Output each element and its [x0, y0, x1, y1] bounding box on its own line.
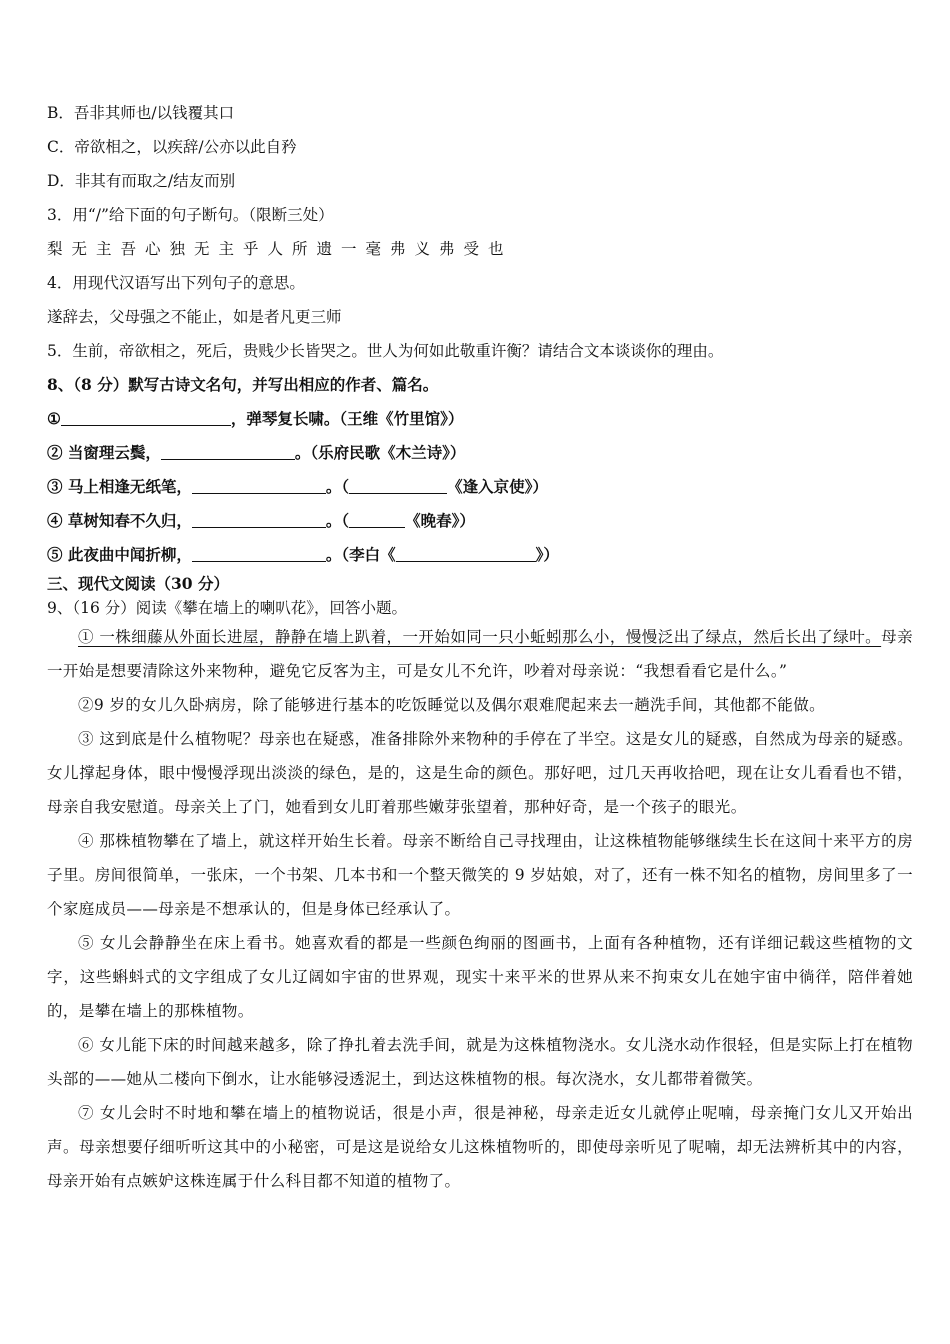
q8-item-5 — [47, 538, 913, 572]
passage-paragraph-5: ⑤ 女儿会静静坐在床上看书。她喜欢看的都是一些颜色绚丽的图画书，上面有各种植物，还有详细记载这些植物的文字，这些蝌蚪式的文字组成了女儿辽阔如宇宙的世界观，现实十来平米的世界从来不拘束女儿在她宇宙中徜徉，陪伴着她的，是攀在墙上的那株植物。 — [47, 934, 913, 1020]
passage-paragraph-7: ⑦ 女儿会时不时地和攀在墙上的植物说话，很是小声，很是神秘，母亲走近女儿就停止呢喃，母亲掩门女儿又开始出声。母亲想要仔细听听这其中的小秘密，可是这是说给女儿这株植物听的，即使母亲听见了呢喃，却无法辨析其中的内容，母亲开始有点嫉妒这株连属于什么科目都不知道的植物了。 — [47, 1104, 913, 1190]
q8-item-1 — [47, 402, 913, 436]
q8-item-1-pre: ① — [47, 409, 61, 428]
option-c: C．帝欲相之，以疾辞/公亦以此自矜 — [47, 138, 297, 156]
q8-item-4 — [47, 504, 913, 538]
q9-prompt: 9、（16 分）阅读《攀在墙上的喇叭花》，回答小题。 — [47, 599, 408, 617]
q8-item-5-pre: ⑤ 此夜曲中闻折柳， — [47, 545, 192, 564]
q8-item-2-pre: ② 当窗理云鬓， — [47, 443, 161, 462]
q8-item-3-mid: 。（ — [325, 477, 350, 496]
q8-item-3 — [47, 470, 913, 504]
q5-prompt: 5．生前，帝欲相之，死后，贵贱少长皆哭之。世人为何如此敬重许衡？请结合文本谈谈你的理由。 — [47, 342, 724, 360]
passage-paragraph-3: ③ 这到底是什么植物呢？母亲也在疑惑，准备排除外来物种的手停在了半空。这是女儿的疑惑，自然成为母亲的疑惑。女儿撑起身体，眼中慢慢浮现出淡淡的绿色，是的，这是生命的颜色。那好吧，过几天再收拾吧，现在让女儿看看也不错，母亲自我安慰道。母亲关上了门，她看到女儿盯着那些嫩芽张望着，那种好奇，是一个孩子的眼光。 — [47, 730, 913, 816]
q8-item-5-blank-2[interactable] — [396, 545, 536, 562]
option-b: B．吾非其师也/以钱覆其口 — [47, 104, 235, 122]
q8-item-4-blank-1[interactable] — [192, 511, 326, 528]
passage-paragraph-1-rest: 母亲一开始是想要清除这外来物种，避免它反客为主，可是女儿不允许，吵着对母亲说：“我想看看它是什么。” — [47, 628, 913, 680]
q8-item-3-blank-2[interactable] — [349, 477, 447, 494]
q8-item-4-post: 《晚春》） — [405, 511, 475, 530]
q8-item-2-blank[interactable] — [161, 443, 295, 460]
q8-item-3-post: 《逢入京使》） — [447, 477, 548, 496]
exam-page — [47, 96, 913, 1198]
q3-sentence: 梨无主吾心独无主乎人所遗一毫弗义弗受也 — [47, 240, 513, 258]
q8-item-3-blank-1[interactable] — [192, 477, 326, 494]
option-d: D．非其有而取之/结友而别 — [47, 172, 236, 190]
passage-paragraph-2: ②9 岁的女儿久卧病房，除了能够进行基本的吃饭睡觉以及偶尔艰难爬起来去一趟洗手间，其他都不能做。 — [78, 696, 825, 714]
q8-item-3-pre: ③ 马上相逢无纸笔， — [47, 477, 192, 496]
q4-sentence: 遂辞去，父母强之不能止，如是者凡更三师 — [47, 308, 342, 326]
q8-item-4-pre: ④ 草树知春不久归， — [47, 511, 192, 530]
q8-item-4-mid: 。（ — [325, 511, 350, 530]
passage-paragraph-1-underlined: ① 一株细藤从外面长进屋，静静在墙上趴着，一开始如同一只小蚯蚓那么小，慢慢泛出了绿点，然后长出了绿叶。 — [78, 628, 882, 646]
q3-prompt: 3．用“/”给下面的句子断句。（限断三处） — [47, 206, 334, 224]
q8-item-2-mid: 。（乐府民歌《木兰诗》） — [294, 443, 466, 462]
section-3-title: 三、现代文阅读（30 分） — [47, 574, 229, 593]
q8-item-2 — [47, 436, 913, 470]
q8-item-5-blank-1[interactable] — [192, 545, 326, 562]
passage-paragraph-4: ④ 那株植物攀在了墙上，就这样开始生长着。母亲不断给自己寻找理由，让这株植物能够继续生长在这间十来平方的房子里。房间很简单，一张床，一个书架、几本书和一个整天微笑的 9 岁姑娘，对了，还有一株不知名的植物，房间里多了一个家庭成员——母亲是不想承认的，但是身体已经承认了。 — [47, 832, 913, 918]
q4-prompt: 4．用现代汉语写出下列句子的意思。 — [47, 274, 305, 292]
passage-paragraph-1 — [47, 620, 913, 688]
q8-item-4-blank-2[interactable] — [349, 511, 405, 528]
q8-item-5-post: 》） — [535, 545, 559, 564]
q8-prompt: 8、（8 分）默写古诗文名句，并写出相应的作者、篇名。 — [47, 375, 439, 394]
q8-item-1-mid: ，弹琴复长啸。（王维《竹里馆》） — [230, 409, 464, 428]
passage-paragraph-6: ⑥ 女儿能下床的时间越来越多，除了挣扎着去洗手间，就是为这株植物浇水。女儿浇水动作很轻，但是实际上打在植物头部的——她从二楼向下倒水，让水能够浸透泥土，到达这株植物的根。每次浇水，女儿都带着微笑。 — [47, 1036, 913, 1088]
q8-item-1-blank[interactable] — [61, 409, 231, 426]
q8-item-5-mid: 。（李白《 — [325, 545, 396, 564]
